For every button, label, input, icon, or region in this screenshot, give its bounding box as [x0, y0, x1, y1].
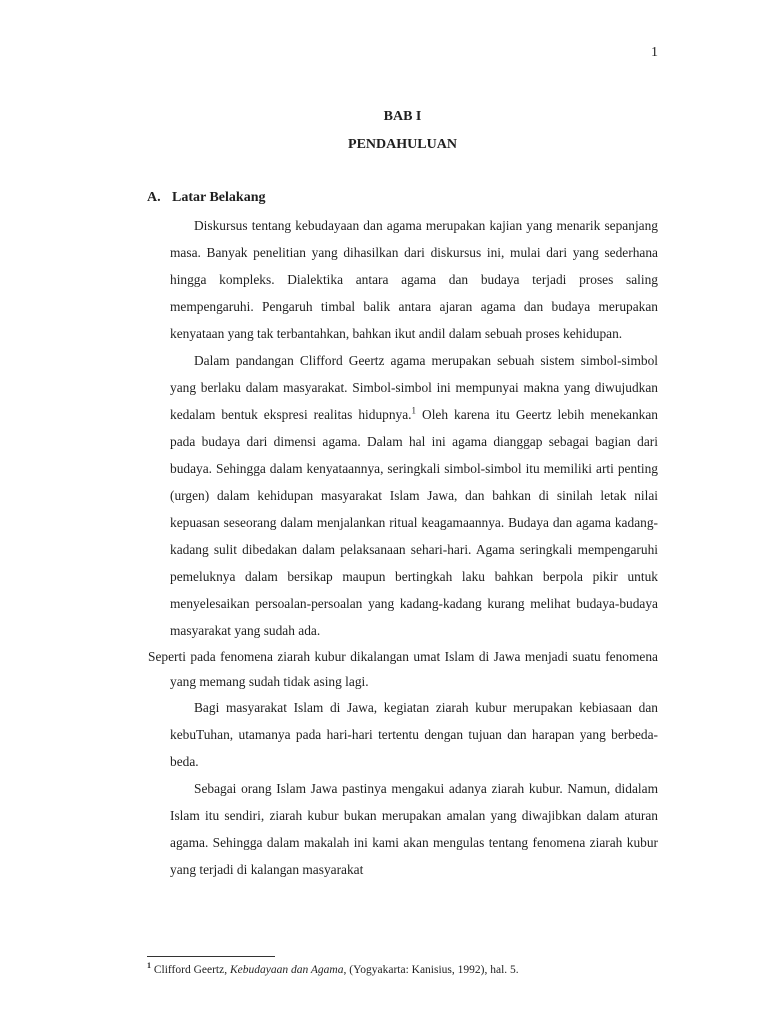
footnote-book-title: Kebudayaan dan Agama: [229, 963, 344, 976]
paragraph-1: Diskursus tentang kebudayaan dan agama merupakan kajian yang menarik sepanjang masa. Banyak penelitian yang dihasilkan dari diskursus ini, mulai dari yang sederhana hingga kompleks. Dialektika antara agama dan budaya terjadi proses saling mempengaruhi. Pengaruh timbal balik antara ajaran agama dan budaya merupakan kenyataan yang tak terbantahkan, bahkan ikut andil dalam sebuah proses kehidupan.: [170, 218, 658, 341]
paragraph-2: [170, 347, 658, 644]
footnote-separator: [147, 956, 275, 957]
paragraph-3: Seperti pada fenomena ziarah kubur dikalangan umat Islam di Jawa menjadi suatu fenomena yang memang sudah tidak asing lagi.: [148, 649, 658, 689]
section-title: Latar Belakang: [172, 190, 266, 205]
footnote: [147, 961, 519, 976]
footnote-reference: 1: [411, 405, 417, 416]
paragraph-4: Bagi masyarakat Islam di Jawa, kegiatan ziarah kubur merupakan kebiasaan dan kebuTuhan, utamanya pada hari-hari tertentu dengan tujuan dan harapan yang berbeda-beda.: [170, 700, 658, 769]
chapter-title: PENDAHULUAN: [348, 137, 457, 152]
footnote-author: Clifford Geertz,: [151, 963, 230, 976]
paragraph-2-text-end: Oleh karena itu Geertz lebih menekankan pada budaya dari dimensi agama. Dalam hal ini agama dianggap sebagai bagian dari budaya. Sehingga dalam kenyataannya, seringkali simbol-simbol itu memiliki arti penting (urgen) dalam kehidupan masyarakat Islam Jawa, dan bahkan di sinilah letak nilai kepuasan seseorang dalam menjalankan ritual keagamaannya. Budaya dan agama kadang-kadang sulit dibedakan dalam pelaksanaan sehari-hari. Agama seringkali mempengaruhi pemeluknya dalam bersikap maupun bertingkah laku bahkan berpola pikir untuk menyelesaikan persoalan-persoalan yang kadang-kadang kurang melihat budaya-budaya masyarakat yang sudah ada.: [170, 407, 658, 638]
body-text: [148, 212, 658, 883]
page-number: 1: [651, 45, 658, 60]
footnote-publication: , (Yogyakarta: Kanisius, 1992), hal. 5.: [343, 963, 519, 976]
chapter-label: BAB I: [383, 109, 422, 124]
section-heading: [147, 190, 265, 206]
paragraph-2-text-start: Dalam pandangan Clifford Geertz agama merupakan sebuah sistem simbol-simbol yang berlaku dalam masyarakat. Simbol-simbol ini mempunyai makna yang diwujudkan kedalam bentuk ekspresi realitas hidupnya.: [170, 353, 658, 422]
paragraph-5: Sebagai orang Islam Jawa pastinya mengakui adanya ziarah kubur. Namun, didalam Islam itu sendiri, ziarah kubur bukan merupakan amalan yang diwajibkan dalam aturan agama. Sehingga dalam makalah ini kami akan mengulas tentang fenomena ziarah kubur yang terjadi di kalangan masyarakat: [170, 781, 658, 877]
footnote-number: 1: [147, 961, 151, 970]
section-letter: A.: [147, 190, 161, 205]
